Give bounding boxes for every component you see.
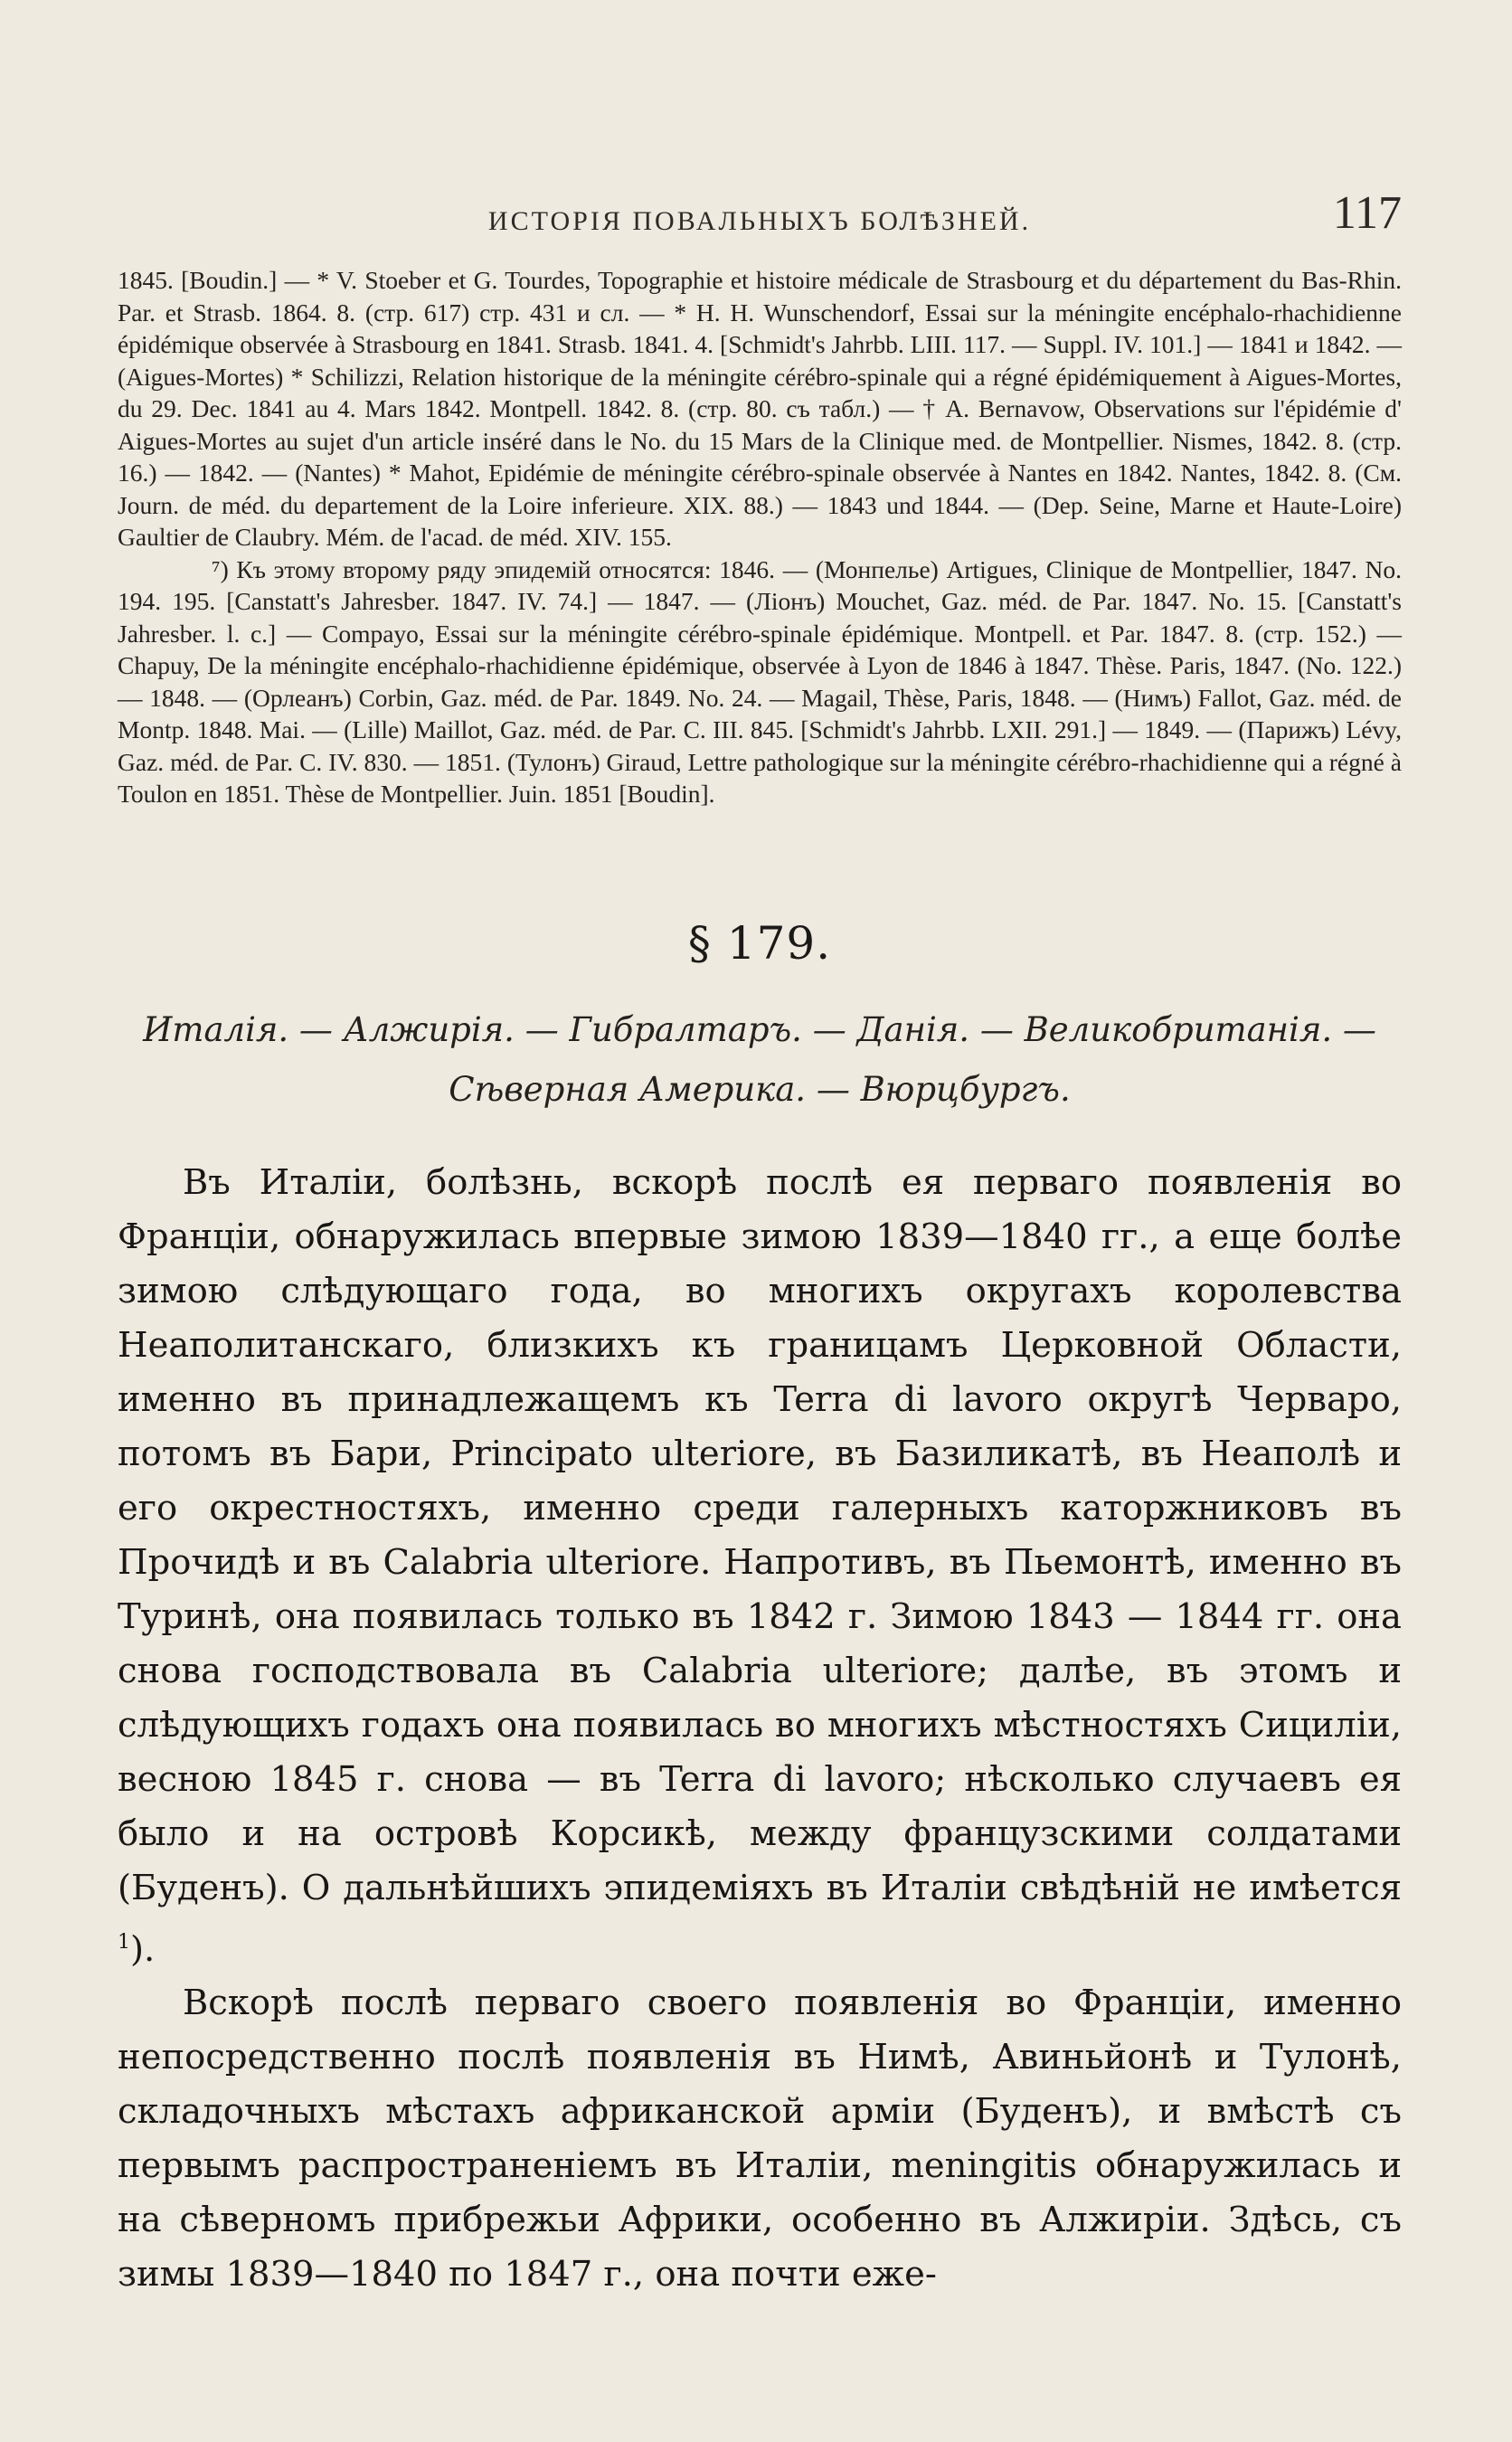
footnotes-block xyxy=(118,264,1402,810)
page-number: 117 xyxy=(1332,187,1402,239)
footnote-7: ⁷) Къ этому второму ряду эпидемій относятся: 1846. — (Монпелье) Artigues, Clinique de Montpellier, 1847. No. 194. 195. [Canstatt's Jahresber. 1847. IV. 74.] — 1847. — (Ліонъ) Mouchet, Gaz. méd. de Par. 1847. No. 15. [Canstatt's Jahresber. l. c.] — Compayo, Essai sur la méningite cérébro-spinale épidémique. Montpell. et Par. 1847. 8. (стр. 152.) — Chapuy, De la méningite encéphalo-rhachidienne épidémique, observée à Lyon de 1846 à 1847. Thèse. Paris, 1847. (No. 122.) — 1848. — (Орлеанъ) Corbin, Gaz. méd. de Par. 1849. No. 24. — Magail, Thèse, Paris, 1848. — (Нимъ) Fallot, Gaz. méd. de Montp. 1848. Mai. — (Lille) Maillot, Gaz. méd. de Par. C. III. 845. [Schmidt's Jahrbb. LXII. 291.] — 1849. — (Парижъ) Lévy, Gaz. méd. de Par. C. IV. 830. — 1851. (Тулонъ) Giraud, Lettre pathologique sur la méningite cérébro-rhachidienne qui a régné à Toulon en 1851. Thèse de Montpellier. Juin. 1851 [Boudin]. xyxy=(118,554,1402,808)
paragraph-2: Вскорѣ послѣ перваго своего появленія во Франціи, именно непосредственно послѣ появленія въ Нимѣ, Авиньйонѣ и Тулонѣ, складочныхъ мѣстахъ африканской арміи (Буденъ), и вмѣстѣ съ первымъ распространеніемъ въ Италіи, meningitis обнаружилась и на сѣверномъ прибрежьи Африки, особенно въ Алжиріи. Здѣсь, съ зимы 1839—1840 по 1847 г., она почти еже- xyxy=(118,1983,1402,2295)
paragraph-1 xyxy=(118,1156,1402,1977)
body-text xyxy=(118,1156,1402,2303)
book-page xyxy=(118,181,1402,2302)
paragraph-1-end: ). xyxy=(130,1928,156,1970)
section-number: § 179. xyxy=(687,916,832,970)
footnote-ref: 1 xyxy=(118,1930,130,1954)
running-title: ИСТОРІЯ ПОВАЛЬНЫХЪ БОЛѢЗНЕЙ. xyxy=(487,206,1032,236)
section-title: Италія. — Алжирія. — Гибралтаръ. — Данія. — Великобританія. — Сѣверная Америка. — Вюрцбургъ. xyxy=(143,1009,1376,1109)
paragraph-1-text: Въ Италіи, болѣзнь, вскорѣ послѣ ея перваго появленія во Франціи, обнаружилась впервые зимою 1839—1840 гг., а еще болѣе зимою слѣдующаго года, во многихъ округахъ королевства Неаполитанскаго, близкихъ къ границамъ Церковной Области, именно въ принадлежащемъ къ Terra di lavoro округѣ Черваро, потомъ въ Бари, Principato ulteriore, въ Базиликатѣ, въ Неаполѣ и его окрестностяхъ, именно среди галерныхъ каторжниковъ въ Прочидѣ и въ Calabria ulteriore. Напротивъ, въ Пьемонтѣ, именно въ Туринѣ, она появилась только въ 1842 г. Зимою 1843 — 1844 гг. она снова господствовала въ Calabria ulteriore; далѣе, въ этомъ и слѣдующихъ годахъ она появилась во многихъ мѣстностяхъ Сициліи, весною 1845 г. снова — въ Terra di lavoro; нѣсколько случаевъ ея было и на островѣ Корсикѣ, между французскими солдатами (Буденъ). О дальнѣйшихъ эпидеміяхъ въ Италіи свѣдѣній не имѣется xyxy=(118,1161,1402,1908)
footnote-6-continuation: 1845. [Boudin.] — * V. Stoeber et G. Tourdes, Topographie et histoire médicale de Strasbourg et du département du Bas-Rhin. Par. et Strasb. 1864. 8. (стр. 617) стр. 431 и сл. — * H. H. Wunschendorf, Essai sur la méningite encéphalo-rhachidienne épidémique observée à Strasbourg en 1841. Strasb. 1841. 4. [Schmidt's Jahrbb. LIII. 117. — Suppl. IV. 101.] — 1841 и 1842. — (Aigues-Mortes) * Schilizzi, Relation historique de la méningite cérébro-spinale qui a régné épidémiquement à Aigues-Mortes, du 29. Dec. 1841 au 4. Mars 1842. Montpell. 1842. 8. (стр. 80. съ табл.) — † A. Bernavow, Observations sur l'épidémie d' Aigues-Mortes au sujet d'un article inséré dans le No. du 15 Mars de la Clinique med. de Montpellier. Nismes, 1842. 8. (стр. 16.) — 1842. — (Nantes) * Mahot, Epidémie de méningite cérébro-spinale observée à Nantes en 1842. Nantes, 1842. 8. (См. Journ. de méd. du departement de la Loire inferieure. XIX. 88.) — 1843 und 1844. — (Dep. Seine, Marne et Haute-Loire) Gaultier de Claubry. Mém. de l'acad. de méd. XIV. 155. xyxy=(118,266,1402,551)
running-head xyxy=(118,181,1402,244)
